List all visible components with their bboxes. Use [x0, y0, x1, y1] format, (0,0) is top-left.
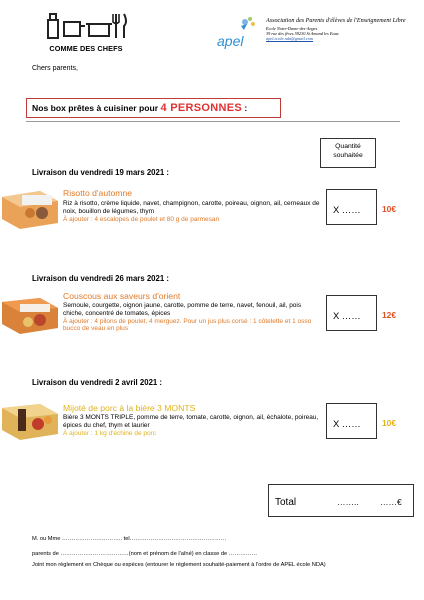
product-description-1 [63, 200, 323, 223]
quantity-value-3: X …… [333, 418, 361, 429]
price-2: 12€ [382, 310, 396, 320]
product-ingredients-2: Semoule, courgette, oignon jaune, carotte, pomme de terre, navet, fenouil, ail, pois chiche, concentré de tomates, épices [63, 302, 302, 317]
product-addition-3: À ajouter : 1 kg d'échine de porc [63, 429, 157, 437]
association-name: Association des Parents d'élèves de l'Enseignement Libre [266, 18, 406, 24]
divider [26, 121, 400, 122]
delivery-date-3: Livraison du vendredi 2 avril 2021 : [32, 378, 163, 387]
association-info [266, 18, 416, 41]
price-3: 10€ [382, 418, 396, 428]
risotto-box-image [2, 183, 60, 229]
footer-name-phone-line: M. ou Mme ………………………….. tel…………………………………………… [32, 536, 227, 542]
product-addition-1: À ajouter : 4 escalopes de poulet et 80 g de parmesan [63, 215, 220, 223]
school-name: Ecole Notre-Dame-des-Anges [266, 25, 318, 31]
product-title-3: Mijoté de porc à la bière 3 MONTS [63, 403, 196, 413]
product-title-1: Risotto d'automne [63, 188, 132, 198]
apel-logo-text: apel [217, 33, 244, 49]
cooking-utensils-icon [46, 12, 128, 40]
quantity-header: Quantité souhaitée [320, 138, 376, 168]
footer-parents-line: parents de ………………………………(nom et prénom de l'aîné) en classe de …………… [32, 551, 258, 557]
quantity-value-2: X …… [333, 310, 361, 321]
total-amount-dots: ……€ [380, 497, 402, 507]
total-quantity-dots: …….. [337, 497, 359, 507]
product-ingredients-1: Riz à risotto, crème liquide, navet, champignon, carotte, poireau, oignon, ail, cerneaux de noix, bouillon de légumes, thym [63, 200, 320, 215]
quantity-value-1: X …… [333, 204, 361, 215]
box-title [32, 102, 247, 114]
price-1: 10€ [382, 204, 396, 214]
couscous-box-image [2, 290, 60, 336]
delivery-date-1: Livraison du vendredi 19 mars 2021 : [32, 168, 169, 177]
association-email-link[interactable]: apel.ecole.nda@gmail.com [266, 36, 314, 42]
box-title-highlight: 4 PERSONNES [160, 102, 243, 114]
product-addition-2: À ajouter : 4 pilons de poulet, 4 merguez. Pour un jus plus corsé : 1 côtelette et 1 osso bucco de veau en plus [63, 317, 312, 333]
box-title-prefix: Nos box prêtes à cuisiner pour [32, 103, 161, 113]
brand-logo-text: COMME DES CHEFS [49, 44, 123, 53]
product-title-2: Couscous aux saveurs d'orient [63, 291, 181, 301]
product-description-2 [63, 302, 323, 333]
total-label: Total [275, 497, 297, 508]
pork-stew-box-image [2, 396, 60, 442]
product-ingredients-3: Bière 3 MONTS TRIPLE, pomme de terre, tomate, carotte, oignon, ail, échalote, poireau, épices du chef, thym et laurier [63, 414, 319, 429]
school-address: 39 rue des fèves 59230 St Amand les Eaux [266, 30, 339, 36]
box-title-suffix: : [242, 103, 248, 113]
delivery-date-2: Livraison du vendredi 26 mars 2021 : [32, 274, 169, 283]
apel-logo [215, 16, 261, 52]
product-description-3 [63, 414, 323, 437]
footer-payment-line: Joint mon règlement en Chèque ou espèces (entourer le règlement souhaité-paiement à l'ordre de APEL école NDA) [32, 562, 326, 568]
greeting: Chers parents, [32, 65, 78, 72]
